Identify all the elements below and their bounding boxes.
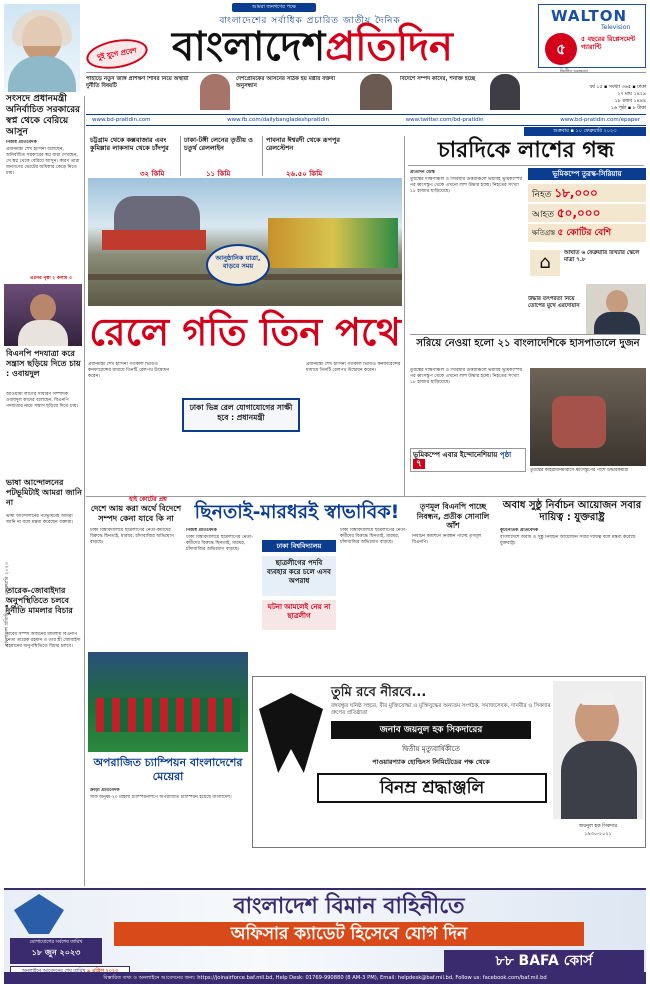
rail-kicker-3[interactable]: পাবনার ঈশ্বরদী থেকে রূপপুর রেলস্টেশন xyxy=(266,136,340,152)
rail-pm-quote[interactable]: ঢাকা ভিন্ন রেল যোগাযোগের সাক্ষী হবে : প্রধানমন্ত্রী xyxy=(182,398,300,432)
rescue-photo-caption: তুরস্কের কাহরামানমারাসে ধ্বংসস্তূপের পাশে উদ্ধারকর্মীরা xyxy=(530,468,629,473)
stat-affected xyxy=(528,224,646,242)
sports-headline[interactable]: অপরাজিত চ্যাম্পিয়ন বাংলাদেশের মেয়েরা xyxy=(93,756,243,783)
bnp-march-body: আওয়ামী লীগের সাধারণ সম্পাদক ওবায়দুল কাদের বলেছেন, বিএনপি পদযাত্রার নামে সন্ত্রাস ছড়িয়ে দিতে চায়। xyxy=(6,392,79,409)
url-facebook[interactable]: www.fb.com/dailybangladeshpratidin xyxy=(227,117,330,123)
obit-line-2: বঙ্গবন্ধুর ঘনিষ্ঠ সহচর, বীর মুক্তিযোদ্ধা ও মুক্তিযুদ্ধের অন্যতম সংগঠক, সমাজসেবক, দানবীর ও সিকদার গ্রুপের প্রতিষ্ঠাতা xyxy=(331,703,551,716)
pm-desk: নিজস্ব প্রতিবেদক xyxy=(6,140,37,145)
stat-dead xyxy=(528,184,646,202)
pm-photo xyxy=(4,4,80,92)
quake-banner: ভূমিকম্পে তুরস্ক-সিরিয়ায় xyxy=(528,168,646,180)
rail-kicker-2[interactable]: ঢাকা-টঙ্গী লেনের তৃতীয় ও চতুর্থ রেললাইন xyxy=(184,136,253,152)
walton-ad-text: ৫ বছরের রিপ্লেসমেন্ট গ্যারান্টি xyxy=(581,35,636,51)
rail-headline[interactable]: রেলে গতি তিন পথে xyxy=(89,309,401,354)
pm-body: প্রধানমন্ত্রী শেখ হাসিনা বলেছেন, অনির্বাচিত সরকারের স্বপ্ন যারা দেখছেন, সে স্বপ্ন থেকে বেরিয়ে আসুন। কারণ তারা জনগণের ভোটের অধিকার কেড়ে নিতে চায়। xyxy=(6,147,80,176)
teaser-1[interactable]: পাহাড়ে নতুন জঙ্গি প্রশিক্ষণ শিবির নিয়ে অস্থায়ী দুর্নীতি বিষয়টি xyxy=(86,76,189,89)
rescue-photo xyxy=(530,368,646,466)
bangladeshi-evacuated-headline[interactable]: সরিয়ে নেওয়া হলো ২১ বাংলাদেশিকে হাসপাতালে দুজন xyxy=(410,334,646,366)
masthead-tag: আমরা জনগণের পক্ষে xyxy=(232,3,316,12)
rail-kicker-1-km: ৩২ কিমি xyxy=(140,170,165,178)
rail-body-1: প্রধানমন্ত্রী শেখ হাসিনা গতকাল ভিডিও কনফারেন্সের মাধ্যমে তিনটি রেলপথ উদ্বোধন করেন। xyxy=(88,362,170,379)
pm-more-link[interactable]: এরপর পৃষ্ঠা ২ কলাম ৩ xyxy=(30,276,72,281)
ad-course: ৮৮ BAFA কোর্স xyxy=(444,950,644,972)
rail-bubble: আনুষ্ঠানিক যাত্রা, বাড়বে সময় xyxy=(206,244,270,286)
bnp-march-headline[interactable]: বিএনপি পদযাত্রা করে সন্ত্রাস ছড়িয়ে দিতে চায় : ওবায়দুল xyxy=(6,349,81,378)
stat-injured-value: ৫০,০০০ xyxy=(556,206,601,220)
logo-red: প্রতিদিন xyxy=(325,23,453,70)
walton-logo: WALTON xyxy=(551,7,628,25)
champion-photo xyxy=(88,652,248,752)
masthead-info-line: ১৬ পৃষ্ঠা ▪ ৮ টাকা xyxy=(610,106,646,111)
indonesia-box[interactable] xyxy=(410,448,526,472)
masthead-logo xyxy=(172,24,537,70)
quake-desk: প্রতিদিন ডেস্ক xyxy=(410,170,435,175)
quake-body: তুরস্কের দক্ষিণাঞ্চল ও সিরিয়ার উত্তরাঞ্চলে ভয়াবহ ভূমিকম্পের পর ধ্বংসস্তূপ থেকে এখনো লাশ উদ্ধার হচ্ছে। নিহতের সংখ্যা ১৮ হাজার ছাড়িয়েছে। xyxy=(410,177,523,194)
masthead-info xyxy=(526,84,646,112)
mourning-ribbon-icon xyxy=(259,693,323,773)
obit-line-1: তুমি রবে নীরবে... xyxy=(331,685,427,700)
obit-tribute: বিনম্র শ্রদ্ধাঞ্জলি xyxy=(317,773,547,803)
language-body: ভাষা আন্দোলনের পটভূমিটাই আমরা জানি না বলে মন্তব্য করেছেন বক্তারা। xyxy=(6,514,74,525)
teaser-2[interactable]: দেশপ্রেমিকের আসনের সঠিক হয় মন্ত্রীর বক্তব্য অনুসন্ধান xyxy=(236,76,336,89)
ad-footer[interactable]: বিস্তারিত তথ্য ও অনলাইনে আবেদনের জন্য: https://joinairforce.baf.mil.bd, Help Desk: 01769-990880 (8 AM-3 PM), Email: helpdesk@baf.mil.bd, Follow us: facebook.com/baf.mil.bd xyxy=(4,972,646,984)
tarek-headline[interactable]: তারেক-জোবাইদার অনুপস্থিতিতে চলবে দুর্নীতি মামলার বিচার xyxy=(6,586,73,615)
pm-headline[interactable]: সংসদে প্রধানমন্ত্রী অনির্বাচিত সরকারের স্বপ্ন থেকে বেরিয়ে আসুন xyxy=(6,94,80,137)
stat-dead-value: ১৮,০০০ xyxy=(554,186,598,200)
du-label: ঢাকা বিশ্ববিদ্যালয় xyxy=(262,540,336,552)
obit-portrait xyxy=(553,681,643,819)
usa-headline[interactable]: অবাধ সুষ্ঠু নির্বাচন আয়োজন সবার দায়িত্ব : যুক্তরাষ্ট্র xyxy=(502,500,642,523)
walton-sub: Television xyxy=(601,24,631,31)
crime-headline[interactable]: ছিনতাই-মারধরই স্বাভাবিক! xyxy=(194,501,400,523)
crime-desk: নিজস্ব প্রতিবেদক xyxy=(186,528,217,533)
stat-injured xyxy=(528,204,646,222)
rail-kicker-1[interactable]: চট্টগ্রাম থেকে কক্সবাজার এবং কুমিল্লার লাকসাম থেকে চাঁদপুর xyxy=(90,136,169,152)
masthead-subtitle: বাংলাদেশের সর্বাধিক প্রচারিত জাতীয় দৈনিক xyxy=(219,16,401,26)
obituary-ad xyxy=(252,676,646,848)
walton-ad xyxy=(538,4,646,68)
logo-black: বাংলাদেশ xyxy=(172,23,326,70)
stat-affected-value: ৫ কোটির বেশি xyxy=(557,228,612,238)
obit-caption: জয়নুল হক সিকদার xyxy=(578,823,618,829)
edition-label xyxy=(560,69,588,77)
page-number: ৭ xyxy=(413,459,425,469)
sports-body: সাফ অনূর্ধ্ব-২০ মহিলা চ্যাম্পিয়নশিপে অপরাজিত চ্যাম্পিয়ন হয়েছে বাংলাদেশ। xyxy=(90,795,232,800)
stat-injured-label: আহত xyxy=(532,210,554,220)
quake-body-2: তুরস্কের দক্ষিণাঞ্চল ও সিরিয়ার উত্তরাঞ্চলে ভয়াবহ ভূমিকম্পের পর ধ্বংসস্তূপ থেকে এখনো লাশ উদ্ধার হচ্ছে। নিহতের সংখ্যা ১৮ হাজার ছাড়িয়েছে। xyxy=(410,368,523,385)
anniversary-badge: দুই যুগে প্রবেশ xyxy=(84,35,150,73)
left-story-body: ঢাকা বিশ্ববিদ্যালয়ে ছাত্রলীগের নেতা-কর্মীদের বিরুদ্ধে ছিনতাই, মারধর, চাঁদাবাজির অভিযোগ বাড়ছে। xyxy=(90,528,174,545)
masthead-info-line: ১৮ রজব ১৪৪৪ xyxy=(614,99,646,104)
teaser-photo-1 xyxy=(200,74,230,110)
rail-kicker-2-km: ১১ কিমি xyxy=(206,170,231,178)
url-epaper[interactable]: www.bd-pratidin.com/epaper xyxy=(560,117,640,123)
stat-affected-label: ক্ষতিগ্রস্ত xyxy=(532,229,556,237)
stat-dead-label: নিহত xyxy=(532,190,552,200)
sports-desk: ক্রীড়া প্রতিবেদক xyxy=(90,788,120,793)
obit-years: ১৯৩০-২০২১ xyxy=(584,831,612,837)
bnp-registration-headline[interactable]: তৃণমূল বিএনপি পাচ্ছে নিবন্ধন, প্রতীক সোনালি আঁশ xyxy=(416,502,490,530)
teaser-photo-3 xyxy=(490,74,520,110)
obit-name: জনাব জয়নুল হক সিকদারের xyxy=(331,721,531,739)
masthead-date: শুক্রবার ▪ ১০ ফেব্রুয়ারি ২০২৩ xyxy=(524,127,646,136)
page-tag: পৃষ্ঠা xyxy=(499,451,512,459)
url-web[interactable]: www.bd-pratidin.com xyxy=(92,117,151,123)
quake-headline[interactable]: চারদিকে লাশের গন্ধ xyxy=(408,136,644,166)
tarek-body: অবৈধ সম্পদ অর্জনের মামলায় বিএনপি নেতা তারেক রহমান ও তার স্ত্রী জোবাইদা রহমানের অনুপস্থিতিতে বিচার চলবে। xyxy=(6,632,81,649)
hc-headline[interactable]: দেশে আয় করা অর্থে বিদেশে সম্পদ কেনা যাবে কি না xyxy=(90,504,182,523)
teaser-3[interactable]: বিদেশে সম্পদ কাদের, শনাক্ত হচ্ছে xyxy=(400,76,476,82)
obit-anniversary: দ্বিতীয় মৃত্যুবার্ষিকীতে xyxy=(402,745,460,753)
crime-body-2: ঢাকা বিশ্ববিদ্যালয়ে ছাত্রলীগের নেতা-কর্মীদের বিরুদ্ধে ছিনতাই, মারধর, চাঁদাবাজির অভিযোগ বাড়ছে। xyxy=(340,528,407,545)
ad-title: বাংলাদেশ বিমান বাহিনীতে xyxy=(233,894,465,919)
vertical-folio: বাংলাদেশ প্রতিদিন ▪ ১০ ফেব্রুয়ারি ২০২৩ xyxy=(4,561,10,647)
crime-body-1: ঢাকা বিশ্ববিদ্যালয়ে ছাত্রলীগের নেতা-কর্মীদের বিরুদ্ধে ছিনতাই, মারধর, চাঁদাবাজির অভিযোগ বাড়ছে। xyxy=(186,535,253,552)
airforce-emblem-icon xyxy=(14,894,64,934)
rescue-caption: উদ্ধার তৎপরতা নিয়ে তোপের মুখে এরদোয়ান xyxy=(528,296,580,309)
ad-start-label: যোগাযোগের সর্বশেষ তারিখ xyxy=(29,940,83,945)
indonesia-headline: ভূমিকম্পে এবার ইন্দোনেশিয়ায় xyxy=(413,451,498,459)
house-icon: ⌂ xyxy=(530,250,560,276)
erdogan-photo xyxy=(586,284,646,334)
url-strip xyxy=(86,114,646,126)
ad-start-date: ১৮ জুন ২০২৩ xyxy=(31,948,81,957)
quader-photo xyxy=(4,284,82,346)
hc-kicker: হাই কোর্টের প্রশ্ন xyxy=(129,496,167,503)
masthead-info-line: ২৭ মাঘ ১৪২৯ xyxy=(617,92,646,97)
usa-desk: কূটনৈতিক প্রতিবেদক xyxy=(500,528,539,533)
ad-deadline-box xyxy=(10,938,102,964)
teaser-photo-2 xyxy=(360,74,392,110)
crime-box-2[interactable]: ঘটনা আমলেই নেয় না ছাত্রলীগ xyxy=(262,600,336,630)
usa-body: বাংলাদেশে অবাধ ও সুষ্ঠু নির্বাচন আয়োজন সবার দায়িত্ব বলে মন্তব্য করেছে যুক্তরাষ্ট্র। xyxy=(500,535,636,546)
rail-body-2: প্রধানমন্ত্রী শেখ হাসিনা গতকাল ভিডিও কনফারেন্সের মাধ্যমে তিনটি রেলপথ উদ্বোধন করেন। xyxy=(306,362,401,373)
language-headline[interactable]: ভাষা আন্দোলনের পটভূমিটাই আমরা জানি না xyxy=(6,478,82,507)
ad-subtitle: অফিসার ক্যাডেট হিসেবে যোগ দিন xyxy=(114,922,584,946)
aftershock-text: আঘাত ৬ ফেব্রুয়ারি রিখটার স্কেলে মাত্রা ৭.৮ xyxy=(564,250,640,263)
airforce-ad xyxy=(4,888,646,978)
masthead-info-line: বর্ষ ১৫ ▪ সংখ্যা ৩৬৫ ▪ ঢাকা xyxy=(589,85,646,90)
url-twitter[interactable]: www.twitter.com/bd-pratidin xyxy=(405,117,484,123)
train-photo xyxy=(88,178,402,306)
crime-box-1[interactable]: ছাত্রলীগের পদবি ব্যবহার করে চলে এসব অপরাধ xyxy=(262,556,336,596)
walton-badge-icon: ৫ xyxy=(545,33,577,65)
rail-kicker-3-km: ২৬.৫০ কিমি xyxy=(286,170,323,178)
bnp-registration-body: নির্বাচন কমিশনে নিবন্ধন পাচ্ছে তৃণমূল বিএনপি। xyxy=(412,534,482,545)
obit-from: পাওয়ারপ্যাক হোল্ডিংস লিমিটেডের পক্ষ থেকে xyxy=(372,758,490,766)
